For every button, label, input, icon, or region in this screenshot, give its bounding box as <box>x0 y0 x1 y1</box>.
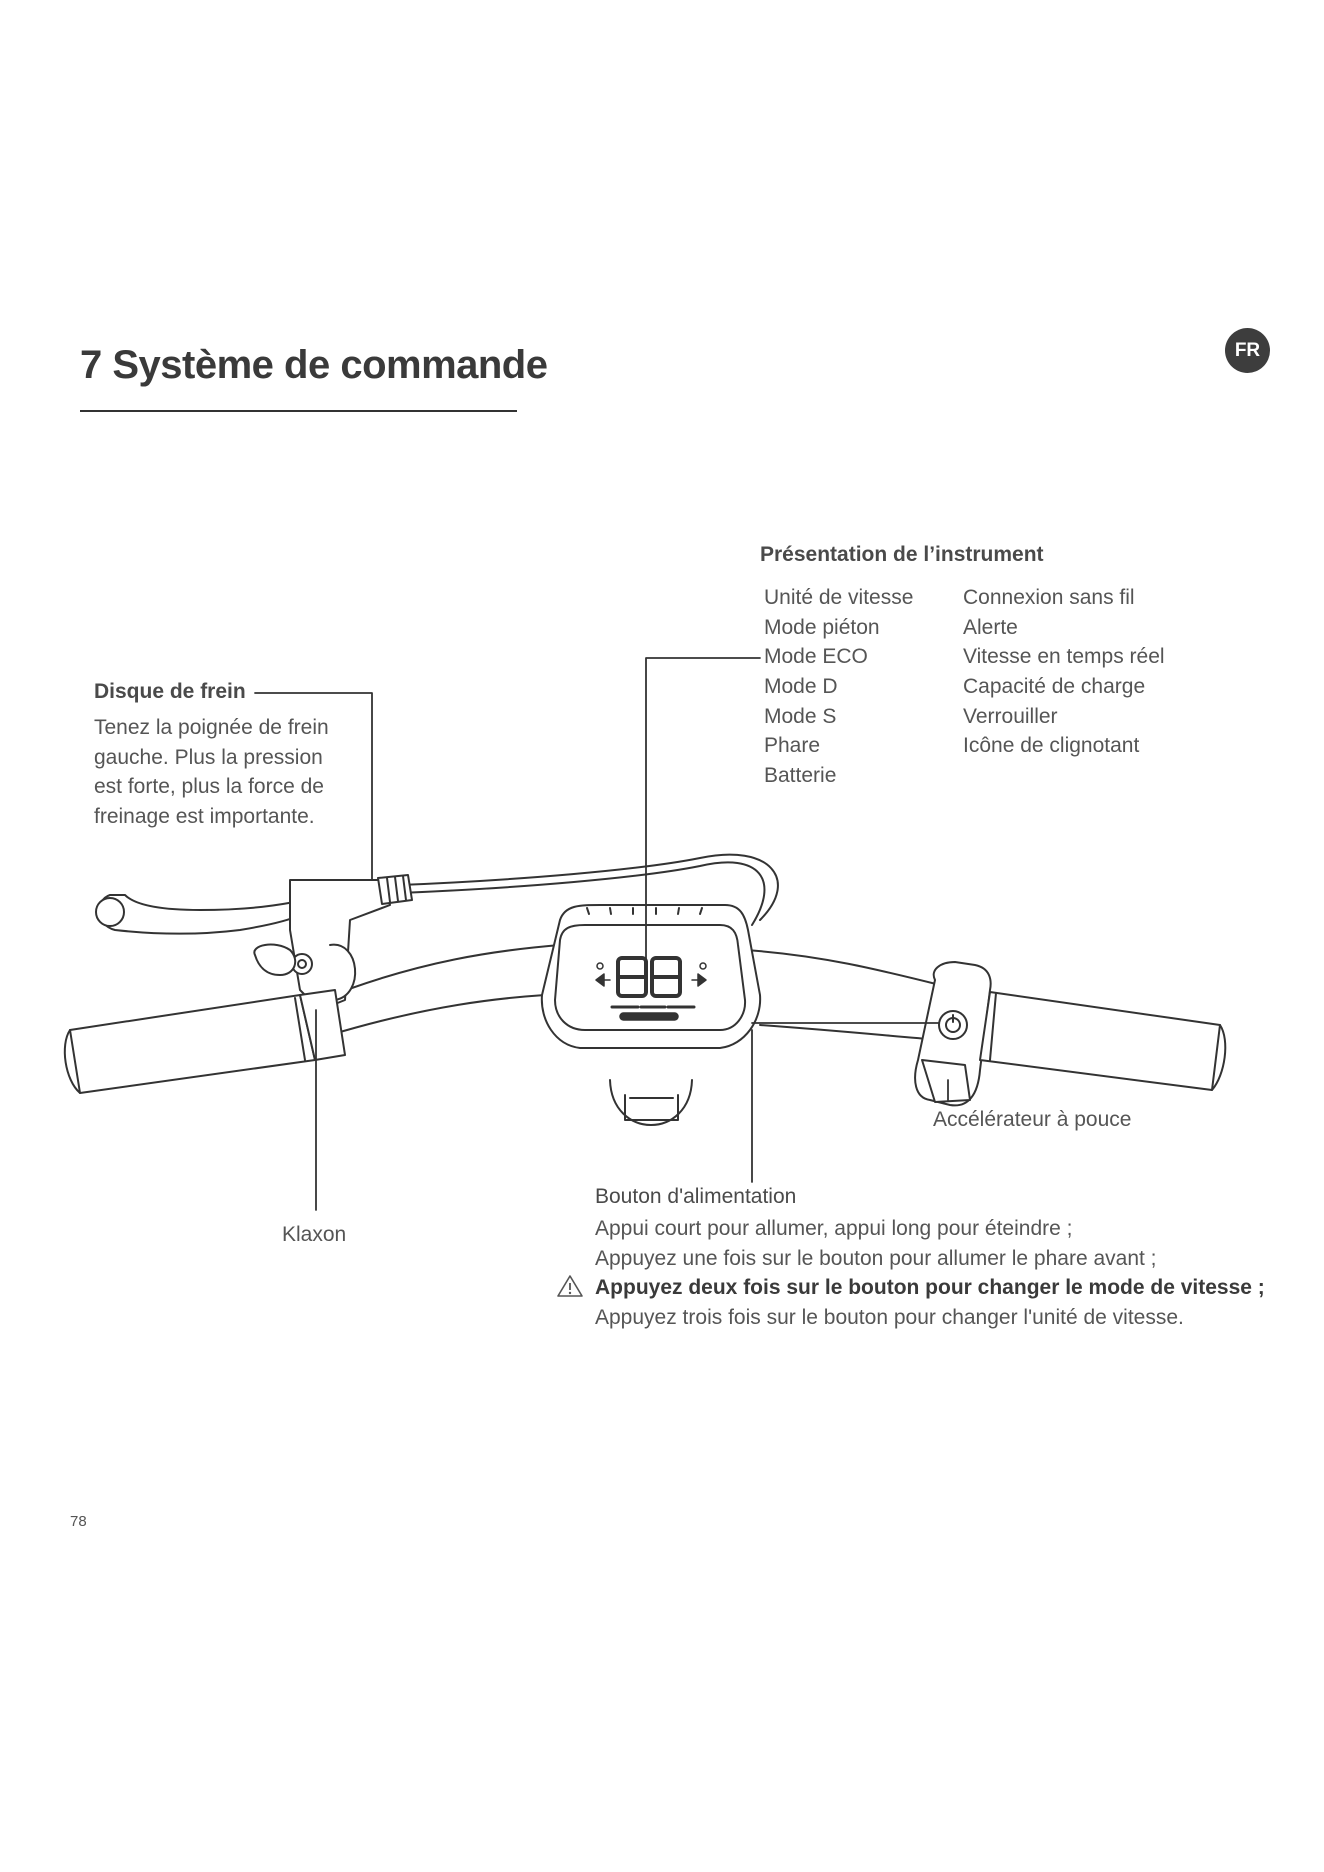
handlebar-tube <box>745 950 940 985</box>
page-number: 78 <box>70 1513 87 1530</box>
horn-label: Klaxon <box>282 1223 347 1246</box>
instrument-item: Alerte <box>963 615 1018 639</box>
brake-lever-tip <box>96 898 124 926</box>
brake-description <box>94 713 329 831</box>
instrument-item: Vitesse en temps réel <box>963 645 1165 669</box>
instrument-item: Phare <box>764 734 821 758</box>
power-line: Appuyez deux fois sur le bouton pour changer le mode de vitesse ; <box>595 1276 1265 1299</box>
power-button-instructions <box>595 1214 1265 1332</box>
lever-pivot <box>254 945 295 975</box>
brake-heading: Disque de frein <box>94 680 246 703</box>
instrument-item: Mode S <box>764 704 837 728</box>
handlebar-tube <box>330 995 545 1035</box>
instrument-list-left <box>764 583 913 791</box>
language-badge: FR <box>1225 328 1270 373</box>
instrument-item: Mode ECO <box>764 645 868 669</box>
page-title: 7 Système de commande <box>80 343 548 387</box>
brake-lever <box>99 895 305 934</box>
title-rule <box>80 410 517 412</box>
instrument-item: Mode D <box>764 675 838 699</box>
power-line: Appuyez une fois sur le bouton pour allumer le phare avant ; <box>595 1246 1157 1270</box>
power-button-heading: Bouton d'alimentation <box>595 1185 797 1208</box>
right-grip <box>980 992 1220 1090</box>
brake-line: gauche. Plus la pression <box>94 745 323 769</box>
handlebar-tube <box>760 1025 940 1040</box>
power-line: Appui court pour allumer, appui long pour éteindre ; <box>595 1217 1073 1240</box>
instrument-item: Unité de vitesse <box>764 586 914 609</box>
instrument-item: Mode piéton <box>764 615 880 639</box>
throttle-label: Accélérateur à pouce <box>933 1108 1132 1131</box>
mode-pill <box>620 1013 678 1020</box>
display-top-vent <box>610 908 611 914</box>
instrument-item: Connexion sans fil <box>963 586 1135 609</box>
warning-icon <box>556 1274 584 1298</box>
instrument-heading: Présentation de l’instrument <box>760 543 1044 566</box>
brake-line: Tenez la poignée de frein <box>94 716 329 739</box>
power-line: Appuyez trois fois sur le bouton pour changer l'unité de vitesse. <box>595 1305 1184 1329</box>
instrument-item: Batterie <box>764 764 837 788</box>
left-grip <box>70 995 315 1093</box>
brake-line: freinage est importante. <box>94 804 315 828</box>
instrument-item: Capacité de charge <box>963 675 1146 699</box>
brake-line: est forte, plus la force de <box>94 775 324 798</box>
display-mount <box>610 1080 692 1125</box>
instrument-item: Icône de clignotant <box>963 734 1140 758</box>
instrument-item: Verrouiller <box>963 704 1058 728</box>
display-top-vent <box>678 908 679 914</box>
instrument-list-right <box>963 583 1165 761</box>
